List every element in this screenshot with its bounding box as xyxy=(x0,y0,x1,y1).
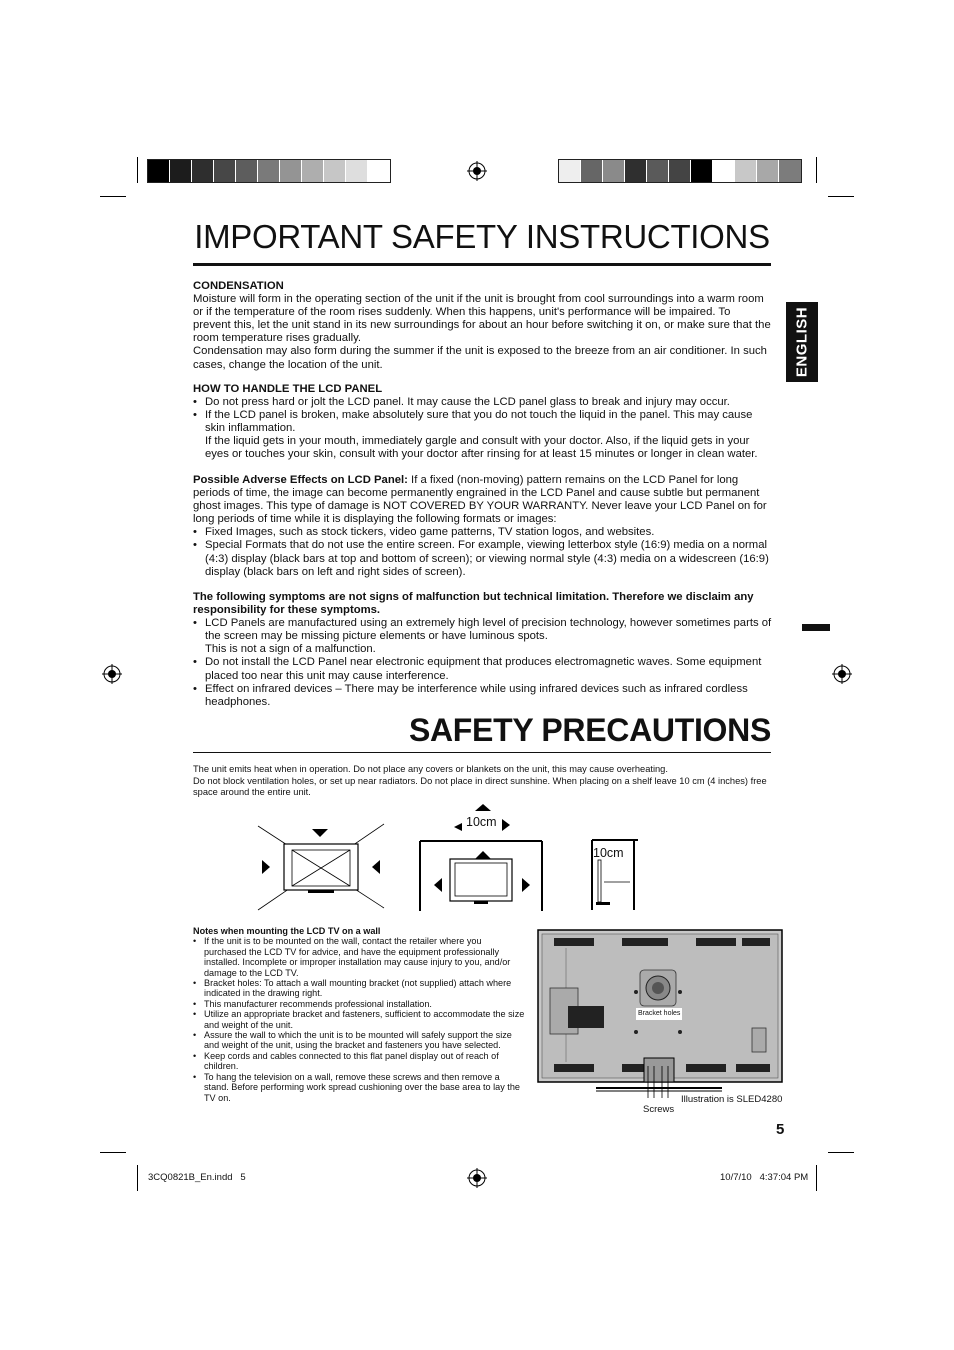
adverse-effects-section xyxy=(193,474,771,579)
symptoms-section xyxy=(193,591,773,709)
condensation-paragraph-2: Condensation may also form during the summer if the unit is exposed to the breeze from an air conditioner. In such cases, change the location of the unit. xyxy=(193,345,767,371)
color-swatch xyxy=(214,160,236,182)
color-bar-right xyxy=(558,159,802,183)
precautions-paragraph-2: Do not block ventilation holes, or set up near radiators. Do not place in direct sunshine. When placing on a shelf leave 10 cm (4 inches) free space around the entire unit. xyxy=(193,775,767,797)
section-title: SAFETY PRECAUTIONS xyxy=(408,712,771,748)
color-swatch xyxy=(192,160,214,182)
precautions-paragraph-1: The unit emits heat when in operation. Do not place any covers or blankets on the unit, this may cause overheating. xyxy=(193,764,668,774)
color-swatch xyxy=(713,160,735,182)
page-title: IMPORTANT SAFETY INSTRUCTIONS xyxy=(194,218,770,255)
color-swatch xyxy=(302,160,324,182)
color-bar-left xyxy=(147,159,391,183)
clearance-label-top: 10cm xyxy=(466,815,497,829)
wall-mount-item: • Assure the wall to which the unit is to be mounted will safely support the size and weight of the unit, using the bracket and fasteners you have selected. xyxy=(193,1030,525,1051)
wall-mount-section xyxy=(193,926,525,1103)
condensation-section xyxy=(193,280,771,372)
wall-mount-item: • Bracket holes: To attach a wall mounting bracket (not supplied) attach where indicated in the drawing right. xyxy=(193,978,525,999)
wall-mount-heading: Notes when mounting the LCD TV on a wall xyxy=(193,926,381,936)
color-swatch xyxy=(779,160,801,182)
condensation-paragraph-1: Moisture will form in the operating section of the unit if the unit is brought from cool surroundings into a warm room or if the temperature of the room rises suddenly. When this happens, unit's performance will be impaired. To prevent this, let the unit stand in its new surroundings for about an hour before switching it on, or make sure that the room temperature rises gradually. xyxy=(193,293,771,345)
illustration-caption: Illustration is SLED4280 xyxy=(681,1094,783,1105)
color-swatch xyxy=(757,160,779,182)
color-swatch xyxy=(258,160,280,182)
wall-mount-item: • If the unit is to be mounted on the wall, contact the retailer where you purchased the LCD TV for advice, and have the equipment professionally installed. Incomplete or improper installation may cause injury to you, and/or damage to the LCD TV. xyxy=(193,936,525,978)
color-swatch xyxy=(346,160,368,182)
adverse-bullet-2: • Special Formats that do not use the entire screen. For example, viewing letterbox style (16:9) media on a normal (4:3) display (black bars at top and bottom of screen); or viewing normal style (4:3) media on a widescreen (16:9) display (black bars on left and right sides of screen). xyxy=(193,539,771,578)
title-underline xyxy=(193,263,771,266)
registration-mark-top xyxy=(467,161,487,181)
symptoms-bullet-2: • Do not install the LCD Panel near electronic equipment that produces electromagnetic waves. Some equipment placed too near this unit may cause interference. xyxy=(193,656,773,682)
lcd-panel-heading: HOW TO HANDLE THE LCD PANEL xyxy=(193,383,383,395)
wall-mount-item: • Keep cords and cables connected to this flat panel display out of reach of children. xyxy=(193,1051,525,1072)
color-swatch xyxy=(603,160,625,182)
lcd-panel-bullet-1: • Do not press hard or jolt the LCD panel. It may cause the LCD panel glass to break and injury may occur. xyxy=(193,396,773,409)
color-swatch xyxy=(368,160,390,182)
page-number: 5 xyxy=(776,1121,785,1138)
wall-mount-item: • To hang the television on a wall, remove these screws and then remove a stand. Before performing work spread cushioning over the base area to lay the TV on. xyxy=(193,1072,525,1103)
color-swatch xyxy=(735,160,757,182)
precautions-text xyxy=(193,764,771,799)
wall-mount-item: • Utilize an appropriate bracket and fasteners, sufficient to accommodate the size and weight of the unit. xyxy=(193,1009,525,1030)
screws-label: Screws xyxy=(643,1104,675,1115)
lcd-panel-bullet-2 xyxy=(193,409,773,461)
symptoms-bullet-1-extra: This is not a sign of a malfunction. xyxy=(205,643,376,656)
lcd-panel-bullet-2-text: If the LCD panel is broken, make absolutely sure that you do not touch the liquid in the panel. This may cause skin inflammation. xyxy=(205,409,753,435)
color-swatch xyxy=(691,160,713,182)
color-swatch xyxy=(170,160,192,182)
adverse-bullet-1: • Fixed Images, such as stock tickers, video game patterns, TV station logos, and websites. xyxy=(193,526,771,539)
bracket-holes-label: Bracket holes xyxy=(638,1010,681,1017)
registration-mark-left xyxy=(102,664,122,684)
color-swatch xyxy=(669,160,691,182)
adverse-effects-lead: Possible Adverse Effects on LCD Panel: xyxy=(193,474,408,486)
color-swatch xyxy=(647,160,669,182)
color-swatch xyxy=(148,160,170,182)
condensation-heading: CONDENSATION xyxy=(193,280,284,292)
adverse-effects-text: If a fixed (non-moving) pattern remains on the LCD Panel for long periods of time, the image can become permanently engrained in the LCD Panel and cause subtle but permanent ghost images. This type of damage is NOT COVERED BY YOUR WARRANTY. Never leave your LCD Panel on for long periods of time while it is displaying the following formats or images: xyxy=(193,474,767,526)
color-swatch xyxy=(280,160,302,182)
color-swatch xyxy=(236,160,258,182)
section-marker xyxy=(802,624,830,631)
color-swatch xyxy=(324,160,346,182)
ventilation-diagram-blocked xyxy=(256,822,386,912)
symptoms-bullet-3: • Effect on infrared devices – There may be interference while using infrared devices such as infrared cordless headphones. xyxy=(193,683,773,709)
symptoms-heading: The following symptoms are not signs of malfunction but technical limitation. Therefore we disclaim any responsibility for these symptoms. xyxy=(193,591,754,617)
color-swatch xyxy=(625,160,647,182)
language-tab-label: ENGLISH xyxy=(793,306,811,378)
registration-mark-bottom xyxy=(467,1168,487,1188)
symptoms-bullet-1-text: LCD Panels are manufactured using an extremely high level of precision technology, however sometimes parts of the screen may be missing picture elements or have luminous spots. xyxy=(205,617,772,643)
registration-mark-right xyxy=(832,664,852,684)
clearance-label-side: 10cm xyxy=(593,846,624,860)
symptoms-bullet-1 xyxy=(193,617,773,656)
color-swatch xyxy=(559,160,581,182)
language-tab xyxy=(786,302,818,382)
footer-timestamp: 10/7/10 4:37:04 PM xyxy=(720,1172,809,1183)
wall-mount-item: • This manufacturer recommends professional installation. xyxy=(193,999,525,1009)
adverse-effects-paragraph xyxy=(193,474,771,526)
lcd-panel-bullet-2-extra: If the liquid gets in your mouth, immediately gargle and consult with your doctor. Also, if the liquid gets in your eyes or touches your skin, consult with your doctor after rinsing for at least 15 minutes or longer in clean water. xyxy=(205,435,758,461)
lcd-panel-section xyxy=(193,383,773,462)
color-swatch xyxy=(581,160,603,182)
section-title-underline xyxy=(193,752,771,753)
footer-file-info: 3CQ0821B_En.indd 5 xyxy=(148,1172,246,1183)
